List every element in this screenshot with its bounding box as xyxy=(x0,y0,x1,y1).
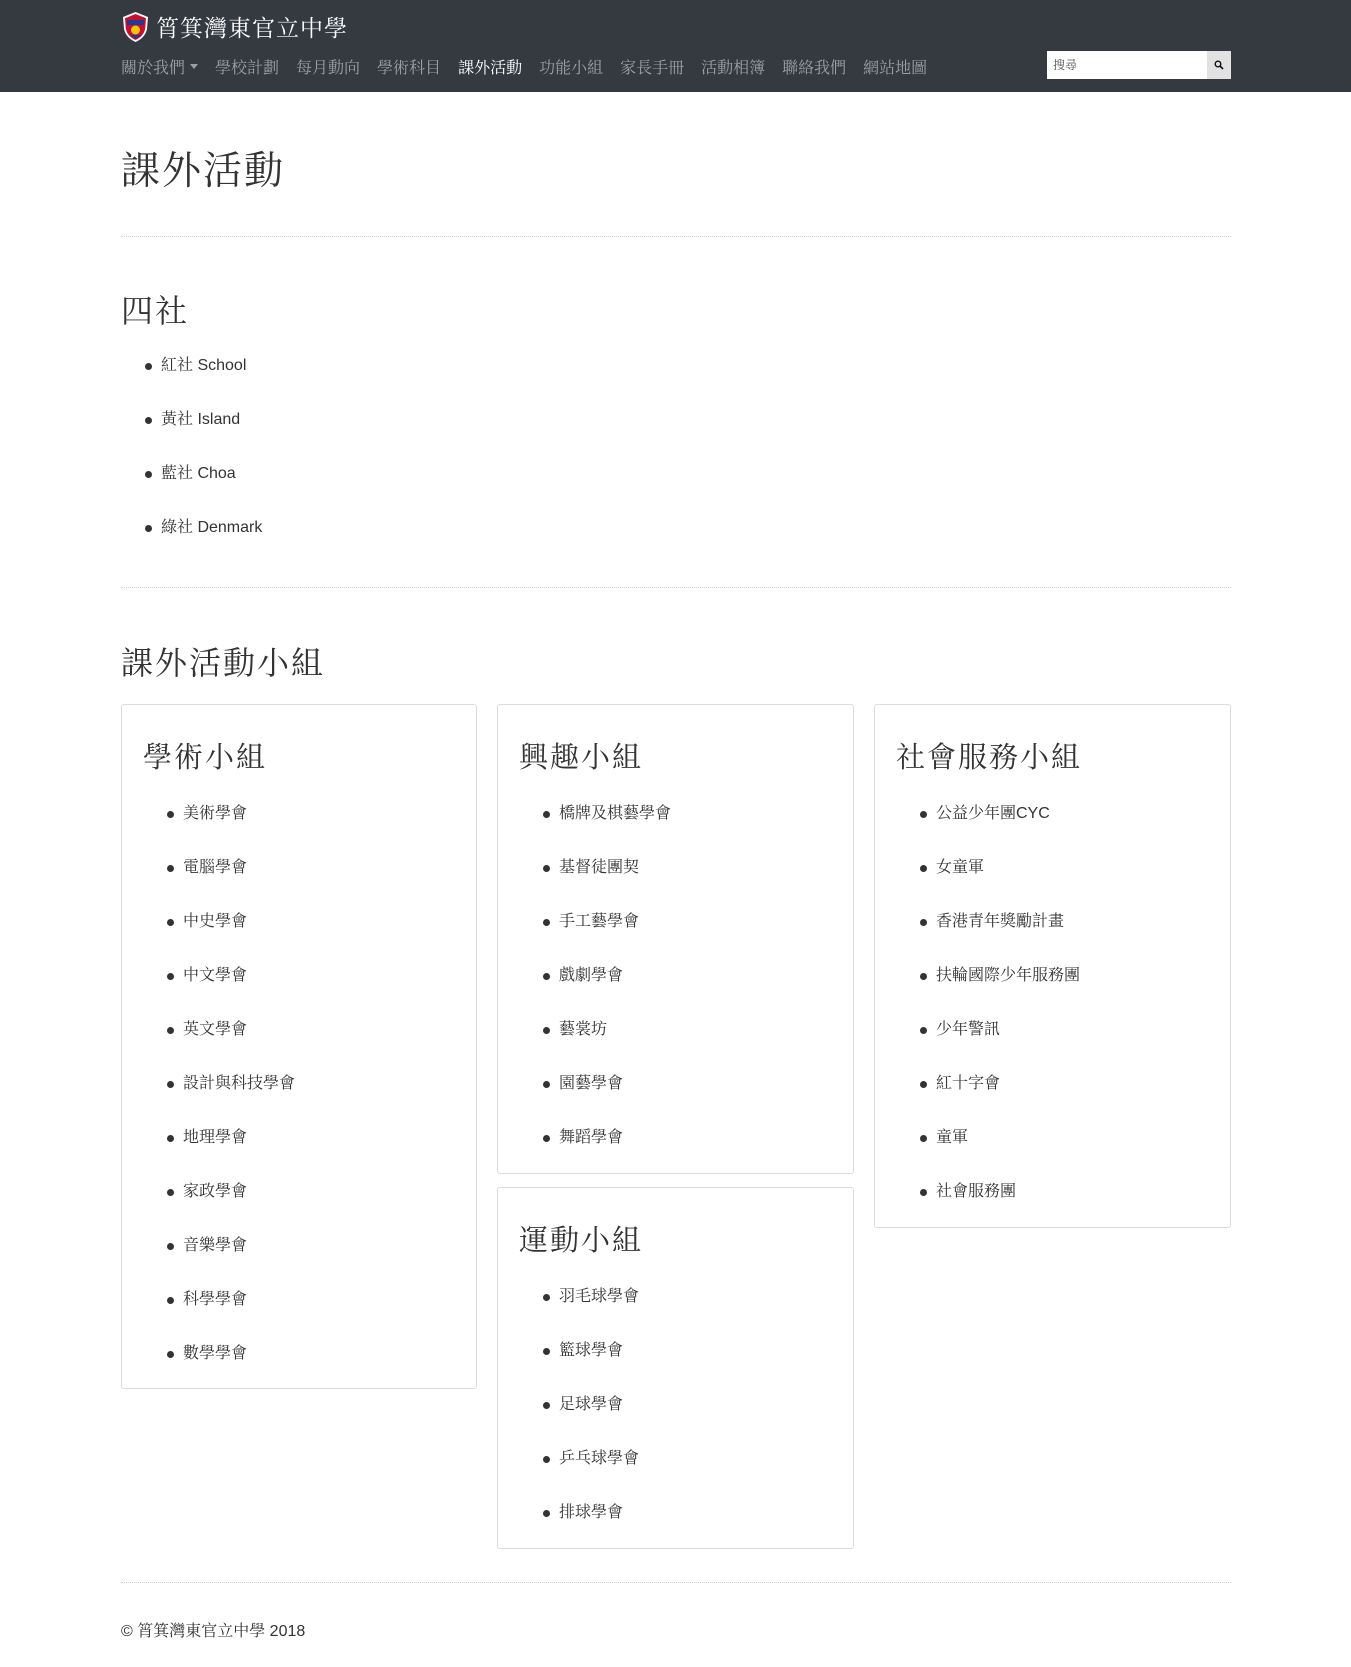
list-item: 音樂學會 xyxy=(167,1235,295,1289)
list-item: 童軍 xyxy=(920,1127,1080,1181)
card-title: 社會服務小組 xyxy=(896,740,1083,774)
menu-item-school-plan[interactable]: 學校計劃 xyxy=(215,57,280,77)
list-item: 籃球學會 xyxy=(543,1340,639,1394)
list-item: 紅十字會 xyxy=(920,1073,1080,1127)
divider xyxy=(121,587,1231,588)
list-item: 中史學會 xyxy=(167,911,295,965)
academic-groups-list xyxy=(167,803,295,1397)
academic-groups-card xyxy=(121,704,477,1389)
list-item: 公益少年團CYC xyxy=(920,803,1080,857)
houses-list xyxy=(145,355,262,571)
interest-groups-card xyxy=(497,704,854,1174)
list-item: 手工藝學會 xyxy=(543,911,671,965)
list-item: 乒乓球學會 xyxy=(543,1448,639,1502)
menu-item-photo-album[interactable]: 活動相簿 xyxy=(701,57,766,77)
menu-item-academic-subjects[interactable]: 學術科目 xyxy=(377,57,442,77)
clubs-title: 課外活動小組 xyxy=(121,644,326,682)
divider xyxy=(121,1582,1231,1583)
menu-item-functional-groups[interactable]: 功能小組 xyxy=(539,57,604,77)
list-item: 基督徒團契 xyxy=(543,857,671,911)
list-item: 園藝學會 xyxy=(543,1073,671,1127)
menu-item-parent-handbook[interactable]: 家長手冊 xyxy=(620,57,685,77)
list-item: 中文學會 xyxy=(167,965,295,1019)
menu-item-extracurricular[interactable]: 課外活動 xyxy=(458,57,523,77)
list-item: 藍社 Choa xyxy=(145,463,262,517)
list-item: 足球學會 xyxy=(543,1394,639,1448)
footer-copyright: © 筲箕灣東官立中學 2018 xyxy=(121,1623,306,1640)
list-item: 藝裳坊 xyxy=(543,1019,671,1073)
list-item: 女童軍 xyxy=(920,857,1080,911)
list-item: 數學學會 xyxy=(167,1343,295,1397)
list-item: 綠社 Denmark xyxy=(145,517,262,571)
list-item: 設計與科技學會 xyxy=(167,1073,295,1127)
list-item: 電腦學會 xyxy=(167,857,295,911)
menu-item-contact-us[interactable]: 聯絡我們 xyxy=(782,57,847,77)
interest-groups-list xyxy=(543,803,671,1181)
list-item: 美術學會 xyxy=(167,803,295,857)
list-item: 英文學會 xyxy=(167,1019,295,1073)
page-title: 課外活動 xyxy=(121,149,286,194)
sports-groups-card xyxy=(497,1187,854,1549)
list-item: 舞蹈學會 xyxy=(543,1127,671,1181)
sports-groups-list xyxy=(543,1286,639,1556)
main-container xyxy=(121,0,1231,1667)
list-item: 黃社 Island xyxy=(145,409,262,463)
divider xyxy=(121,236,1231,237)
list-item: 戲劇學會 xyxy=(543,965,671,1019)
list-item: 紅社 School xyxy=(145,355,262,409)
list-item: 科學學會 xyxy=(167,1289,295,1343)
list-item: 橋牌及棋藝學會 xyxy=(543,803,671,857)
menu-item-sitemap[interactable]: 網站地圖 xyxy=(863,57,928,77)
social-service-groups-card xyxy=(874,704,1231,1228)
social-service-groups-list xyxy=(920,803,1080,1235)
houses-title: 四社 xyxy=(121,292,190,330)
list-item: 扶輪國際少年服務團 xyxy=(920,965,1080,1019)
list-item: 排球學會 xyxy=(543,1502,639,1556)
list-item: 羽毛球學會 xyxy=(543,1286,639,1340)
school-name: 筲箕灣東官立中學 xyxy=(156,16,348,42)
menu-item-monthly-news[interactable]: 每月動向 xyxy=(296,57,361,77)
card-title: 興趣小組 xyxy=(519,740,644,774)
list-item: 香港青年獎勵計畫 xyxy=(920,911,1080,965)
list-item: 家政學會 xyxy=(167,1181,295,1235)
card-title: 運動小組 xyxy=(519,1223,644,1257)
card-title: 學術小組 xyxy=(143,740,268,774)
list-item: 地理學會 xyxy=(167,1127,295,1181)
list-item: 少年警訊 xyxy=(920,1019,1080,1073)
list-item: 社會服務團 xyxy=(920,1181,1080,1235)
menu-item-label: 關於我們 xyxy=(121,57,186,77)
